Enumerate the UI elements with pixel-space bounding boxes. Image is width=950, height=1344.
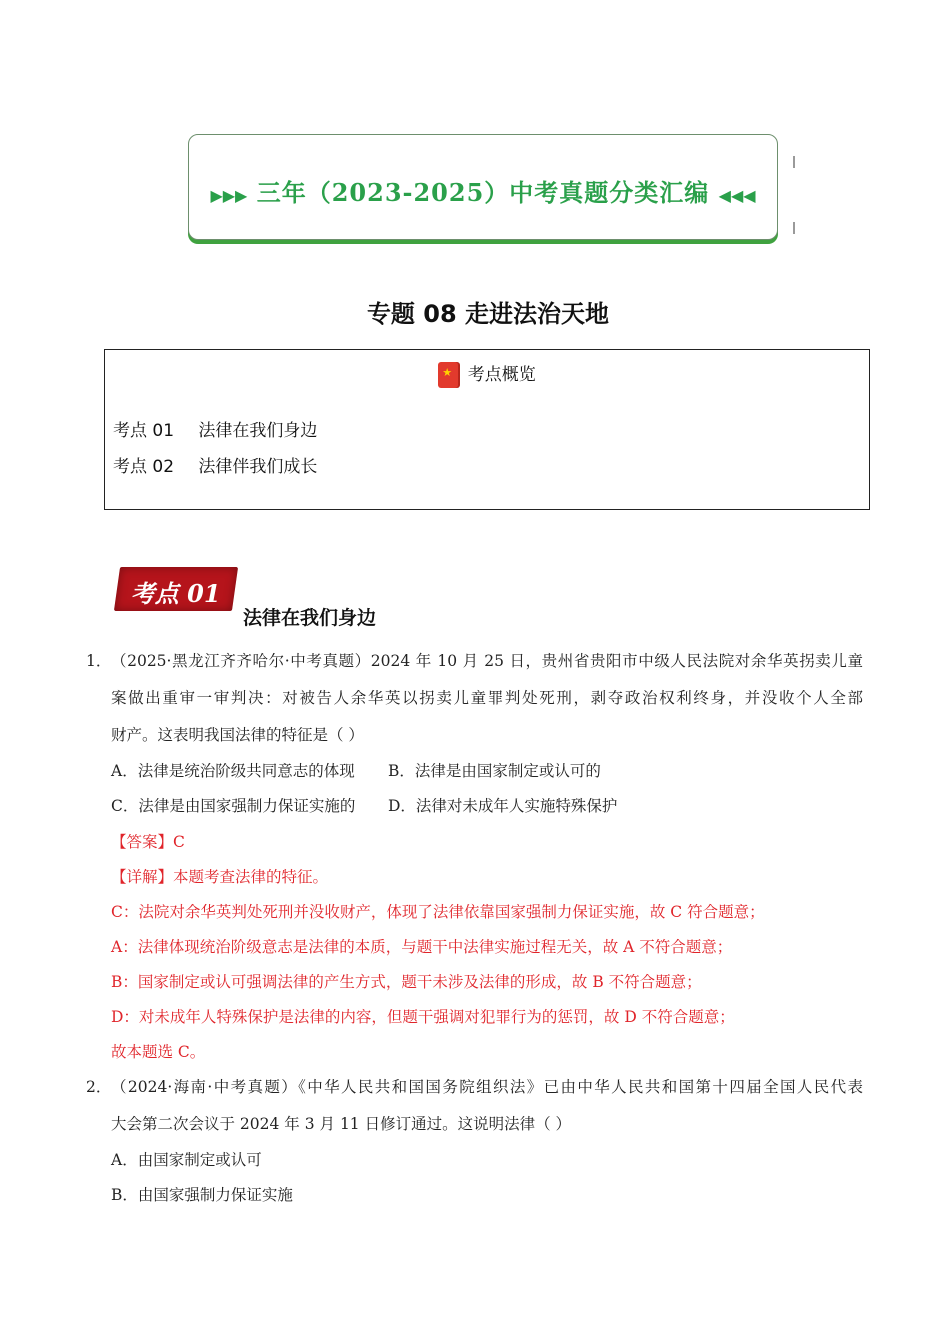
- section-tag: [114, 567, 238, 611]
- question-stem: 大会第二次会议于 2024 年 3 月 11 日修订通过。这说明法律（ ）: [111, 1115, 572, 1133]
- explanation-line: A：法律体现统治阶级意志是法律的本质，与题干中法律实施过程无关，故 A 不符合题意；: [111, 938, 733, 956]
- option-a: A．由国家制定或认可: [111, 1151, 262, 1169]
- detail-heading: 【详解】本题考查法律的特征。: [111, 868, 329, 886]
- page-title: 专题 08 走进法治天地: [366, 300, 610, 328]
- question-stem: 财产。这表明我国法律的特征是（ ）: [111, 726, 364, 744]
- question-stem: （2024·海南·中考真题）《中华人民共和国国务院组织法》已由中华人民共和国第十四届全国人民代表: [111, 1078, 863, 1096]
- overview-item-label: 法律在我们身边: [198, 421, 318, 441]
- margin-mark: [793, 222, 795, 234]
- option-b: B．由国家强制力保证实施: [111, 1186, 293, 1204]
- arrows-left-icon: ▶▶▶: [210, 186, 248, 205]
- question-stem: （2025·黑龙江齐齐哈尔·中考真题）2024 年 10 月 25 日，贵州省贵阳市中级人民法院对余华英拐卖儿童: [111, 652, 863, 670]
- overview-heading: 考点概览: [467, 365, 536, 385]
- question-stem: 案做出重审一审判决：对被告人余华英以拐卖儿童罪判处死刑，剥夺政治权利终身，并没收个人全部: [111, 689, 863, 707]
- banner-title: 三年（2023-2025）中考真题分类汇编: [256, 178, 710, 207]
- overview-item-code: 考点 01: [113, 421, 175, 441]
- margin-mark: [793, 156, 795, 168]
- overview-item-label: 法律伴我们成长: [198, 457, 318, 477]
- option-d: D．法律对未成年人实施特殊保护: [388, 797, 618, 815]
- section-tag-text: 考点 01: [130, 579, 221, 608]
- option-c: C．法律是由国家强制力保证实施的: [111, 797, 356, 815]
- question-number: 1．: [86, 652, 112, 670]
- book-icon: [438, 362, 458, 388]
- question-number: 2．: [86, 1078, 112, 1096]
- banner-text-row: [189, 173, 777, 208]
- arrows-right-icon: ◀◀◀: [718, 186, 756, 205]
- option-b: B．法律是由国家制定或认可的: [388, 762, 601, 780]
- option-a: A．法律是统治阶级共同意志的体现: [111, 762, 355, 780]
- conclusion: 故本题选 C。: [111, 1043, 206, 1061]
- overview-item: [113, 452, 317, 477]
- overview-box: [104, 349, 870, 510]
- explanation-line: C：法院对余华英判处死刑并没收财产，体现了法律依靠国家强制力保证实施，故 C 符合题意；: [111, 903, 765, 921]
- answer: 【答案】C: [111, 833, 185, 851]
- overview-item: [113, 416, 317, 441]
- header-banner: [188, 134, 778, 240]
- section-title: 法律在我们身边: [243, 607, 377, 629]
- explanation-line: B：国家制定或认可强调法律的产生方式，题干未涉及法律的形成，故 B 不符合题意；: [111, 973, 702, 991]
- overview-heading-row: [105, 360, 869, 388]
- overview-item-code: 考点 02: [113, 457, 175, 477]
- explanation-line: D：对未成年人特殊保护是法律的内容，但题干强调对犯罪行为的惩罚，故 D 不符合题意；: [111, 1008, 735, 1026]
